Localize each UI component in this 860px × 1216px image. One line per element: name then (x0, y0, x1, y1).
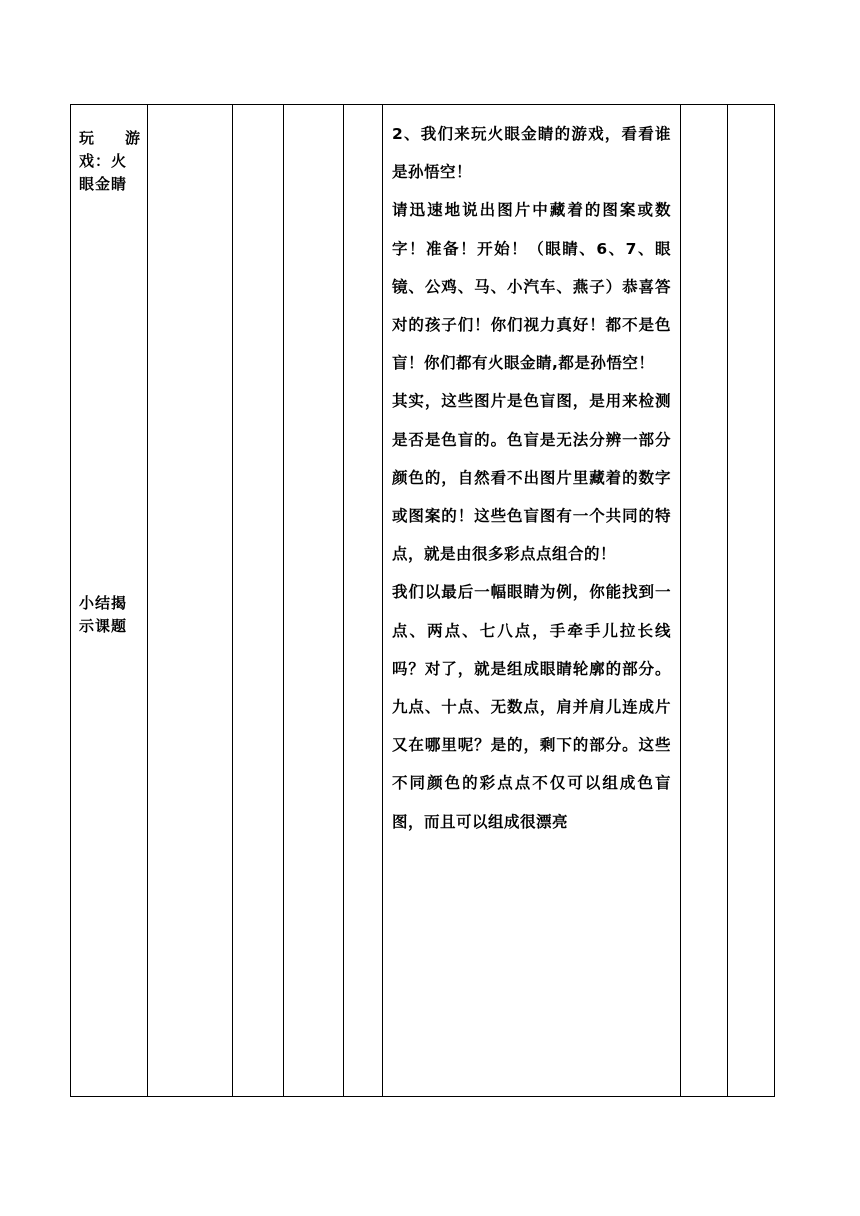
label-line: 小结揭 (79, 594, 128, 612)
label-char: 玩 (79, 129, 96, 147)
lesson-plan-table (70, 104, 775, 1097)
content-paragraph: 请迅速地说出图片中藏着的图案或数字！准备！开始！（眼睛、6、7、眼镜、公鸡、马、小汽车、燕子）恭喜答对的孩子们！你们视力真好！都不是色盲！你们都有火眼金睛,都是孙悟空！ (392, 201, 671, 373)
content-paragraph: 2、我们来玩火眼金睛的游戏，看看谁是孙悟空！ (392, 125, 671, 182)
empty-cell (233, 105, 284, 1097)
label-line: 戏：火 (79, 152, 128, 170)
empty-cell (728, 105, 775, 1097)
section-label-cell (71, 105, 148, 1097)
summary-section-label (79, 592, 141, 638)
label-line: 示课题 (79, 617, 128, 635)
empty-cell (681, 105, 728, 1097)
label-line (79, 127, 141, 150)
game-section-label (79, 127, 141, 196)
label-char: 游 (124, 129, 141, 147)
content-paragraph: 其实，这些图片是色盲图，是用来检测是否是色盲的。色盲是无法分辨一部分颜色的，自然看不出图片里藏着的数字或图案的！这些色盲图有一个共同的特点，就是由很多彩点点组合的！ (392, 392, 671, 564)
activity-content-cell (383, 105, 681, 1097)
empty-cell (344, 105, 383, 1097)
empty-cell (284, 105, 344, 1097)
label-line: 眼金睛 (79, 175, 128, 193)
content-paragraph: 我们以最后一幅眼睛为例，你能找到一点、两点、七八点，手牵手儿拉长线吗？对了，就是组成眼睛轮廓的部分。九点、十点、无数点，肩并肩儿连成片又在哪里呢？是的，剩下的部分。这些不同颜色的彩点点不仅可以组成色盲图，而且可以组成很漂亮 (392, 583, 671, 831)
table-row (71, 105, 775, 1097)
empty-cell (148, 105, 233, 1097)
